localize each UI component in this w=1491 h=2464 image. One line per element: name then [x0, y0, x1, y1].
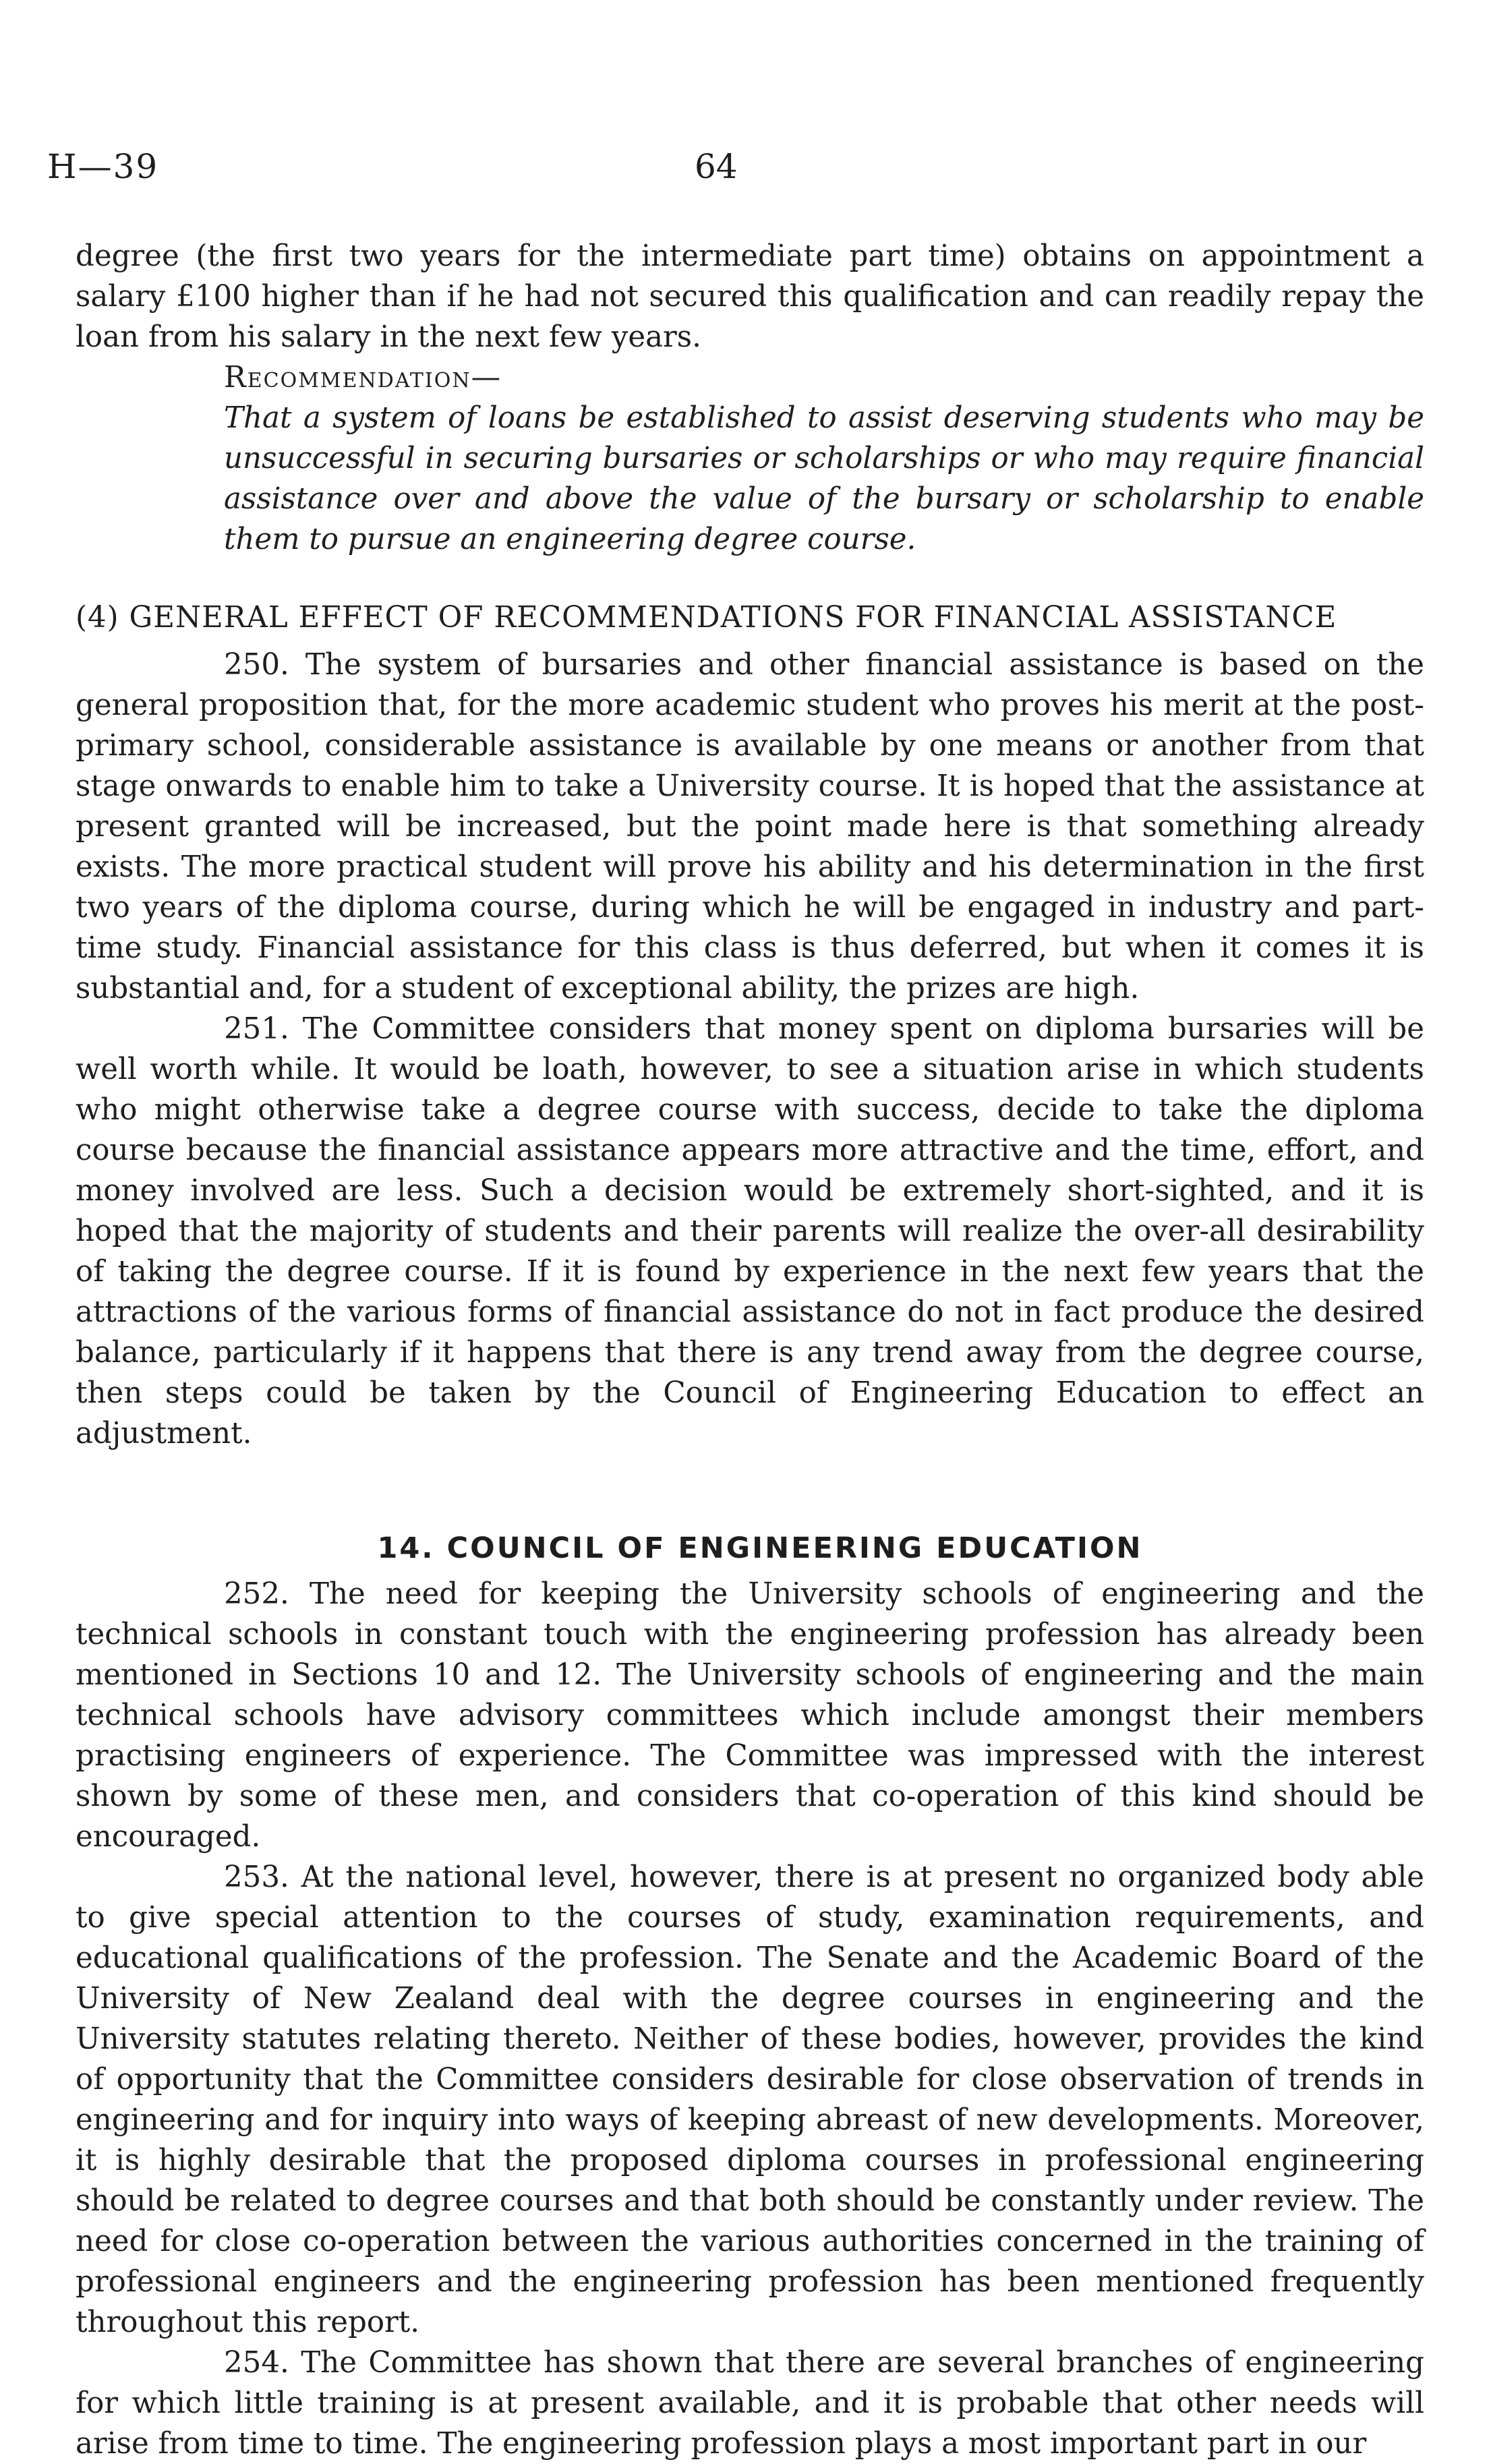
page-reference: H—39	[47, 147, 159, 186]
paragraph-254: 254. The Committee has shown that there are several branches of engineering for which little training is at present available, and it is probable that other needs will arise from time to time. The engineering profession plays a most important part in our	[76, 2346, 1424, 2461]
paragraph-250: 250. The system of bursaries and other financial assistance is based on the general proposition that, for the more academic student who proves his merit at the post-primary school, considerable assistance is available by one means or another from that stage onwards to enable him to take a University course. It is hoped that the assistance at present granted will be increased, but the point made here is that something already exists. The more practical student will prove his ability and his determination in the first two years of the diploma course, during which he will be engaged in industry and part-time study. Financial assistance for this class is thus deferred, but when it comes it is substantial and, for a student of exceptional ability, the prizes are high.	[76, 648, 1424, 1005]
page-number: 64	[695, 147, 738, 186]
recommendation-label: Recommendation—	[224, 361, 502, 394]
paragraph-253: 253. At the national level, however, there is at present no organized body able to give special attention to the courses of study, examination requirements, and educational qualifications of the profession. The Senate and the Academic Board of the University of New Zealand deal with the degree courses in engineering and the University statutes relating thereto. Neither of these bodies, however, provides the kind of opportunity that the Committee considers desirable for close observation of trends in engineering and for inquiry into ways of keeping abreast of new developments. Moreover, it is highly desirable that the proposed diploma courses in professional engineering should be related to degree courses and that both should be constantly under review. The need for close co-operation between the various authorities concerned in the training of professional engineers and the engineering profession has been mentioned frequently throughout this report.	[76, 1860, 1424, 2339]
body-text	[76, 236, 1424, 2464]
recommendation-block	[76, 357, 1424, 560]
section-heading: 14. COUNCIL OF ENGINEERING EDUCATION	[377, 1531, 1143, 1565]
subsection-heading: (4) GENERAL EFFECT OF RECOMMENDATIONS FOR FINANCIAL ASSISTANCE	[76, 601, 1337, 635]
paragraph-251: 251. The Committee considers that money spent on diploma bursaries will be well worth while. It would be loath, however, to see a situation arise in which students who might otherwise take a degree course with success, decide to take the diploma course because the financial assistance appears more attractive and the time, effort, and money involved are less. Such a decision would be extremely short-sighted, and it is hoped that the majority of students and their parents will realize the over-all desirability of taking the degree course. If it is found by experience in the next few years that the attractions of the various forms of financial assistance do not in fact produce the desired balance, particularly if it happens that there is any trend away from the degree course, then steps could be taken by the Council of Engineering Education to effect an adjustment.	[76, 1012, 1424, 1450]
intro-paragraph: degree (the first two years for the intermediate part time) obtains on appointment a salary £100 higher than if he had not secured this qualification and can readily repay the loan from his salary in the next few years.	[76, 239, 1424, 354]
recommendation-text: That a system of loans be established to assist deserving students who may be unsuccessful in securing bursaries or scholarships or who may require financial assistance over and above the value of the bursary or scholarship to enable them to pursue an engineering degree course.	[224, 401, 1424, 556]
paragraph-252: 252. The need for keeping the University schools of engineering and the technical schools in constant touch with the engineering profession has already been mentioned in Sections 10 and 12. The University schools of engineering and the main technical schools have advisory committees which include amongst their members practising engineers of experience. The Committee was impressed with the interest shown by some of these men, and considers that co-operation of this kind should be encouraged.	[76, 1577, 1424, 1854]
